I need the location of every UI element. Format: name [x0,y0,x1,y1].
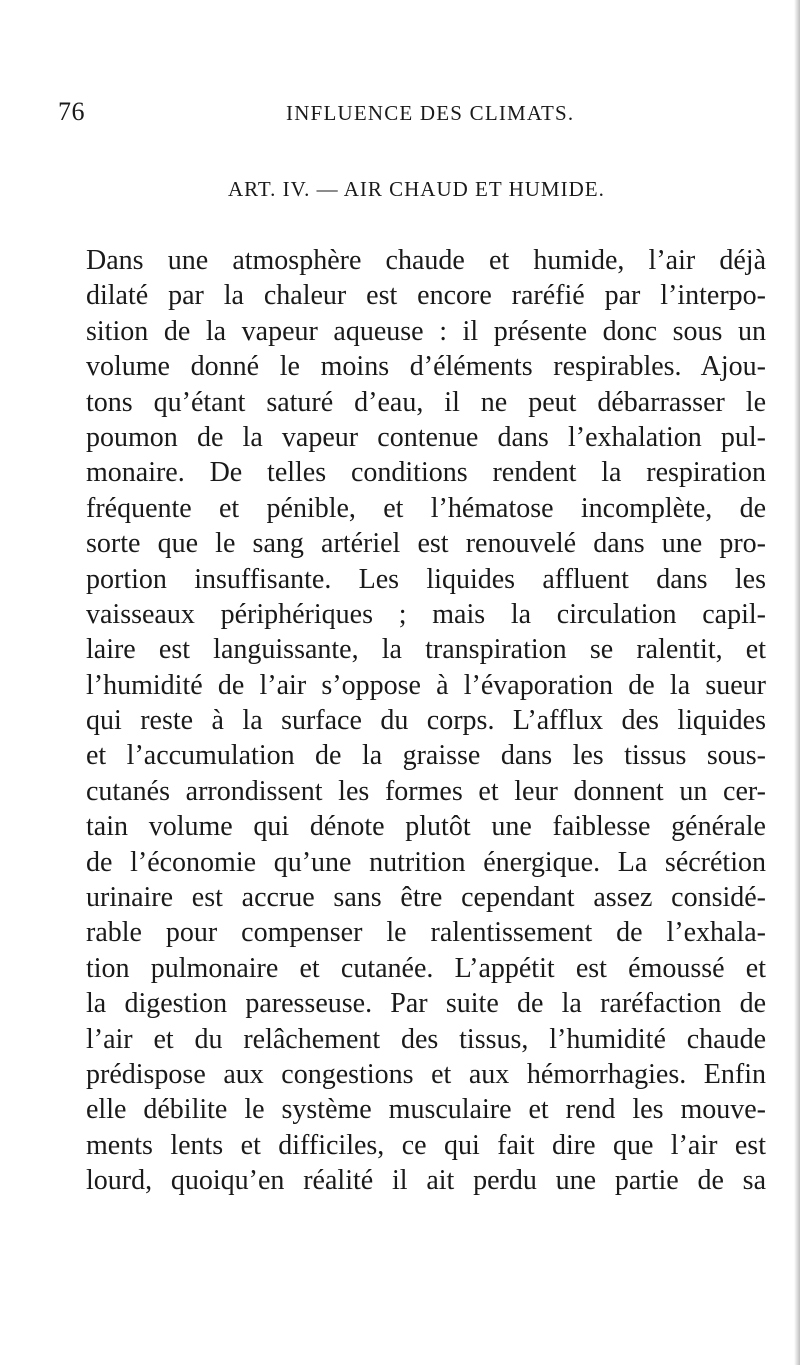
body-paragraph [86,243,766,1199]
text-line: dilaté par la chaleur est encore raréfié par l’interpo- [86,280,766,312]
text-line: lourd, quoiqu’en réalité il ait perdu une partie de sa [86,1165,766,1197]
section-heading: ART. IV. — AIR CHAUD ET HUMIDE. [228,177,605,201]
text-line: monaire. De telles conditions rendent la respiration [86,457,766,489]
text-line: rable pour compenser le ralentissement de l’exhala- [86,917,766,949]
text-line: vaisseaux périphériques ; mais la circulation capil- [86,598,766,630]
text-line: fréquente et pénible, et l’hématose incomplète, de [86,492,766,524]
text-line: elle débilite le système musculaire et rend les mouve- [86,1094,766,1126]
text-line: urinaire est accrue sans être cependant assez considé- [86,882,766,914]
text-line: laire est languissante, la transpiration se ralentit, et [86,634,766,666]
text-line: l’air et du relâchement des tissus, l’humidité chaude [86,1023,766,1055]
page-edge-shadow [794,0,800,1365]
running-title: INFLUENCE DES CLIMATS. [286,101,575,125]
text-line: cutanés arrondissent les formes et leur donnent un cer- [86,775,766,807]
text-line: tain volume qui dénote plutôt une faiblesse générale [86,811,766,843]
text-line: Dans une atmosphère chaude et humide, l’air déjà [86,245,766,276]
text-line: et l’accumulation de la graisse dans les tissus sous- [86,740,766,772]
running-head [58,97,758,127]
text-line: ments lents et difficiles, ce qui fait dire que l’air est [86,1129,766,1161]
page-number: 76 [58,97,85,126]
text-line: tons qu’étant saturé d’eau, il ne peut débarrasser le [86,386,766,418]
text-line: tion pulmonaire et cutanée. L’appétit est émoussé et [86,952,766,984]
text-line: sition de la vapeur aqueuse : il présente donc sous un [86,315,766,347]
text-line: qui reste à la surface du corps. L’afflux des liquides [86,705,766,737]
text-line: poumon de la vapeur contenue dans l’exhalation pul- [86,421,766,453]
text-line: volume donné le moins d’éléments respirables. Ajou- [86,351,766,383]
text-line: prédispose aux congestions et aux hémorrhagies. Enfin [86,1058,766,1090]
text-line: de l’économie qu’une nutrition énergique. La sécrétion [86,846,766,878]
text-line: l’humidité de l’air s’oppose à l’évaporation de la sueur [86,669,766,701]
text-line: sorte que le sang artériel est renouvelé dans une pro- [86,528,766,560]
text-line: la digestion paresseuse. Par suite de la raréfaction de [86,988,766,1020]
text-line: portion insuffisante. Les liquides affluent dans les [86,563,766,595]
